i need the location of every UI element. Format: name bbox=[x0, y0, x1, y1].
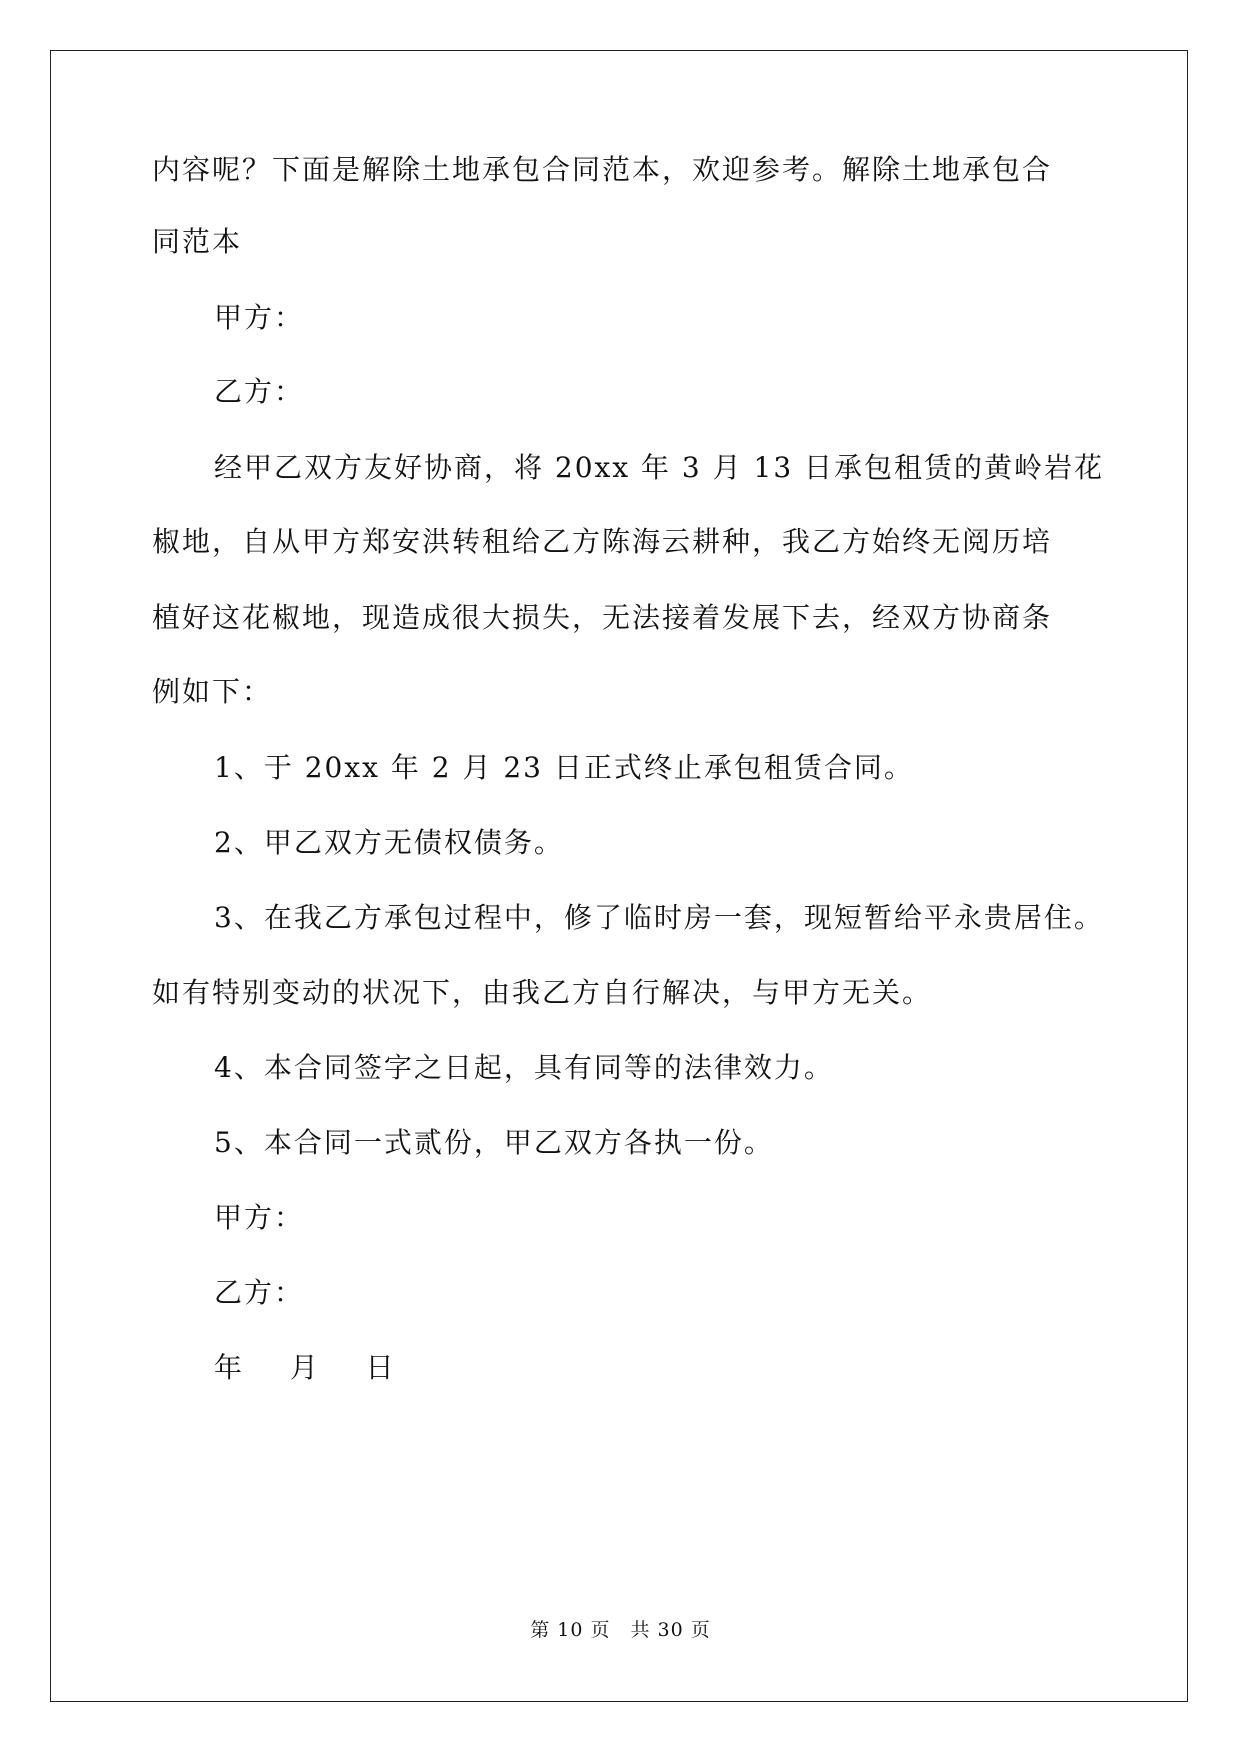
intro-line-1: 内容呢？下面是解除土地承包合同范本，欢迎参考。解除土地承包合 bbox=[152, 153, 1053, 186]
signature-party-b: 乙方： bbox=[214, 1276, 305, 1309]
paragraph-1-line-1: 经甲乙双方友好协商，将 20xx 年 3 月 13 日承包租赁的黄岭岩花 bbox=[214, 451, 1105, 484]
party-a-label: 甲方： bbox=[214, 301, 305, 334]
paragraph-1-line-3: 植好这花椒地，现造成很大损失，无法接着发展下去，经双方协商条 bbox=[152, 601, 1053, 634]
clause-3-line-2: 如有特别变动的状况下，由我乙方自行解决，与甲方无关。 bbox=[152, 976, 933, 1009]
clause-5: 5、本合同一式贰份，甲乙双方各执一份。 bbox=[214, 1126, 774, 1159]
page-number-footer: 第 10 页 共 30 页 bbox=[530, 1619, 711, 1641]
signature-date bbox=[214, 1348, 396, 1388]
party-b-label: 乙方： bbox=[214, 375, 305, 408]
clause-3-line-1: 3、在我乙方承包过程中，修了临时房一套，现短暂给平永贵居住。 bbox=[214, 901, 1104, 934]
clause-4: 4、本合同签字之日起，具有同等的法律效力。 bbox=[214, 1051, 834, 1084]
clause-1: 1、于 20xx 年 2 月 23 日正式终止承包租赁合同。 bbox=[214, 751, 914, 784]
date-year-label: 年 bbox=[214, 1351, 245, 1384]
date-month-label: 月 bbox=[289, 1351, 320, 1384]
intro-line-2: 同范本 bbox=[152, 225, 243, 258]
paragraph-1-line-4: 例如下： bbox=[152, 675, 273, 708]
signature-party-a: 甲方： bbox=[214, 1201, 305, 1234]
paragraph-1-line-2: 椒地，自从甲方郑安洪转租给乙方陈海云耕种，我乙方始终无阅历培 bbox=[152, 525, 1053, 558]
clause-2: 2、甲乙双方无债权债务。 bbox=[214, 826, 564, 859]
date-day-label: 日 bbox=[365, 1351, 396, 1384]
